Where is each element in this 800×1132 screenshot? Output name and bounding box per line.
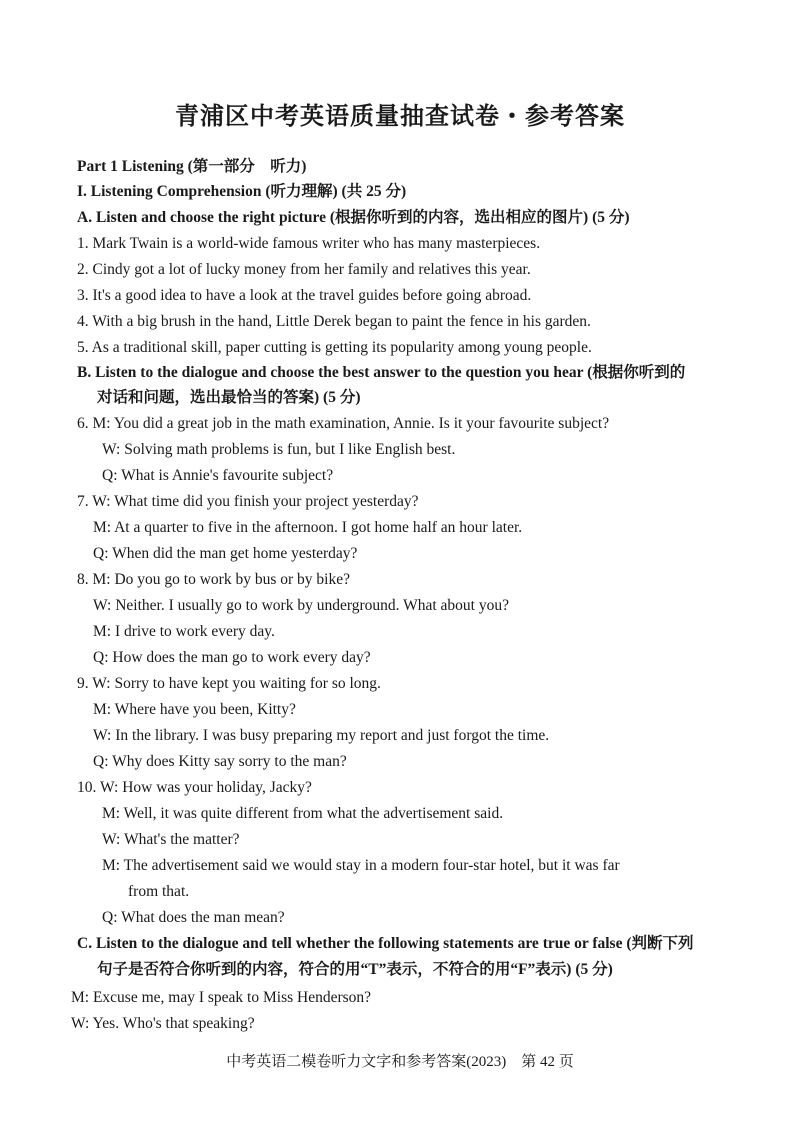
dialogue-line: M: At a quarter to five in the afternoon. I got home half an hour later. <box>93 519 523 536</box>
dialogue-line: Q: Why does Kitty say sorry to the man? <box>93 753 347 770</box>
page-footer: 中考英语二模卷听力文字和参考答案(2023) 第 42 页 <box>226 1054 574 1070</box>
dialogue-line: W: What's the matter? <box>102 831 240 848</box>
dialogue-line: M: Excuse me, may I speak to Miss Henderson? <box>71 989 372 1006</box>
page-title: 青浦区中考英语质量抽查试卷・参考答案 <box>175 102 625 130</box>
dialogue-line: M: I drive to work every day. <box>93 623 275 640</box>
dialogue-line: 7. W: What time did you finish your project yesterday? <box>77 493 419 510</box>
dialogue-line: M: Where have you been, Kitty? <box>93 701 296 718</box>
dialogue-line: W: In the library. I was busy preparing my report and just forgot the time. <box>93 727 550 744</box>
section-b-heading-cont: 对话和问题，选出最恰当的答案) (5 分) <box>97 389 361 406</box>
dialogue-line: 10. W: How was your holiday, Jacky? <box>77 779 312 796</box>
section-c-heading-cont: 句子是否符合你听到的内容，符合的用“T”表示，不符合的用“F”表示) (5 分) <box>97 961 613 978</box>
list-item: 3. It's a good idea to have a look at the travel guides before going abroad. <box>77 287 532 304</box>
dialogue-line: M: The advertisement said we would stay in a modern four-star hotel, but it was far <box>102 857 620 874</box>
list-item: 5. As a traditional skill, paper cutting is getting its popularity among young people. <box>77 339 592 356</box>
section-a-heading: A. Listen and choose the right picture (根据你听到的内容，选出相应的图片) (5 分) <box>77 209 630 226</box>
dialogue-line: Q: When did the man get home yesterday? <box>93 545 358 562</box>
list-item: 2. Cindy got a lot of lucky money from her family and relatives this year. <box>77 261 531 278</box>
dialogue-line: 8. M: Do you go to work by bus or by bike? <box>77 571 350 588</box>
dialogue-line: W: Solving math problems is fun, but I like English best. <box>102 441 456 458</box>
list-item: 1. Mark Twain is a world-wide famous writer who has many masterpieces. <box>77 235 541 252</box>
dialogue-line: 6. M: You did a great job in the math examination, Annie. Is it your favourite subject? <box>77 415 610 432</box>
part-heading: Part 1 Listening (第一部分 听力) <box>77 158 307 175</box>
section-heading: I. Listening Comprehension (听力理解) (共 25 分) <box>77 183 407 200</box>
dialogue-line: M: Well, it was quite different from what the advertisement said. <box>102 805 504 822</box>
dialogue-line: Q: What is Annie's favourite subject? <box>102 467 334 484</box>
dialogue-line: Q: What does the man mean? <box>102 909 285 926</box>
dialogue-line: W: Neither. I usually go to work by underground. What about you? <box>93 597 509 614</box>
dialogue-line: Q: How does the man go to work every day? <box>93 649 371 666</box>
dialogue-line: 9. W: Sorry to have kept you waiting for so long. <box>77 675 381 692</box>
section-b-heading: B. Listen to the dialogue and choose the best answer to the question you hear (根据你听到的 <box>77 364 686 381</box>
section-c-heading: C. Listen to the dialogue and tell whether the following statements are true or false (判断下列 <box>77 935 694 952</box>
dialogue-line: from that. <box>128 883 190 900</box>
list-item: 4. With a big brush in the hand, Little Derek began to paint the fence in his garden. <box>77 313 591 330</box>
dialogue-line: W: Yes. Who's that speaking? <box>71 1015 255 1032</box>
